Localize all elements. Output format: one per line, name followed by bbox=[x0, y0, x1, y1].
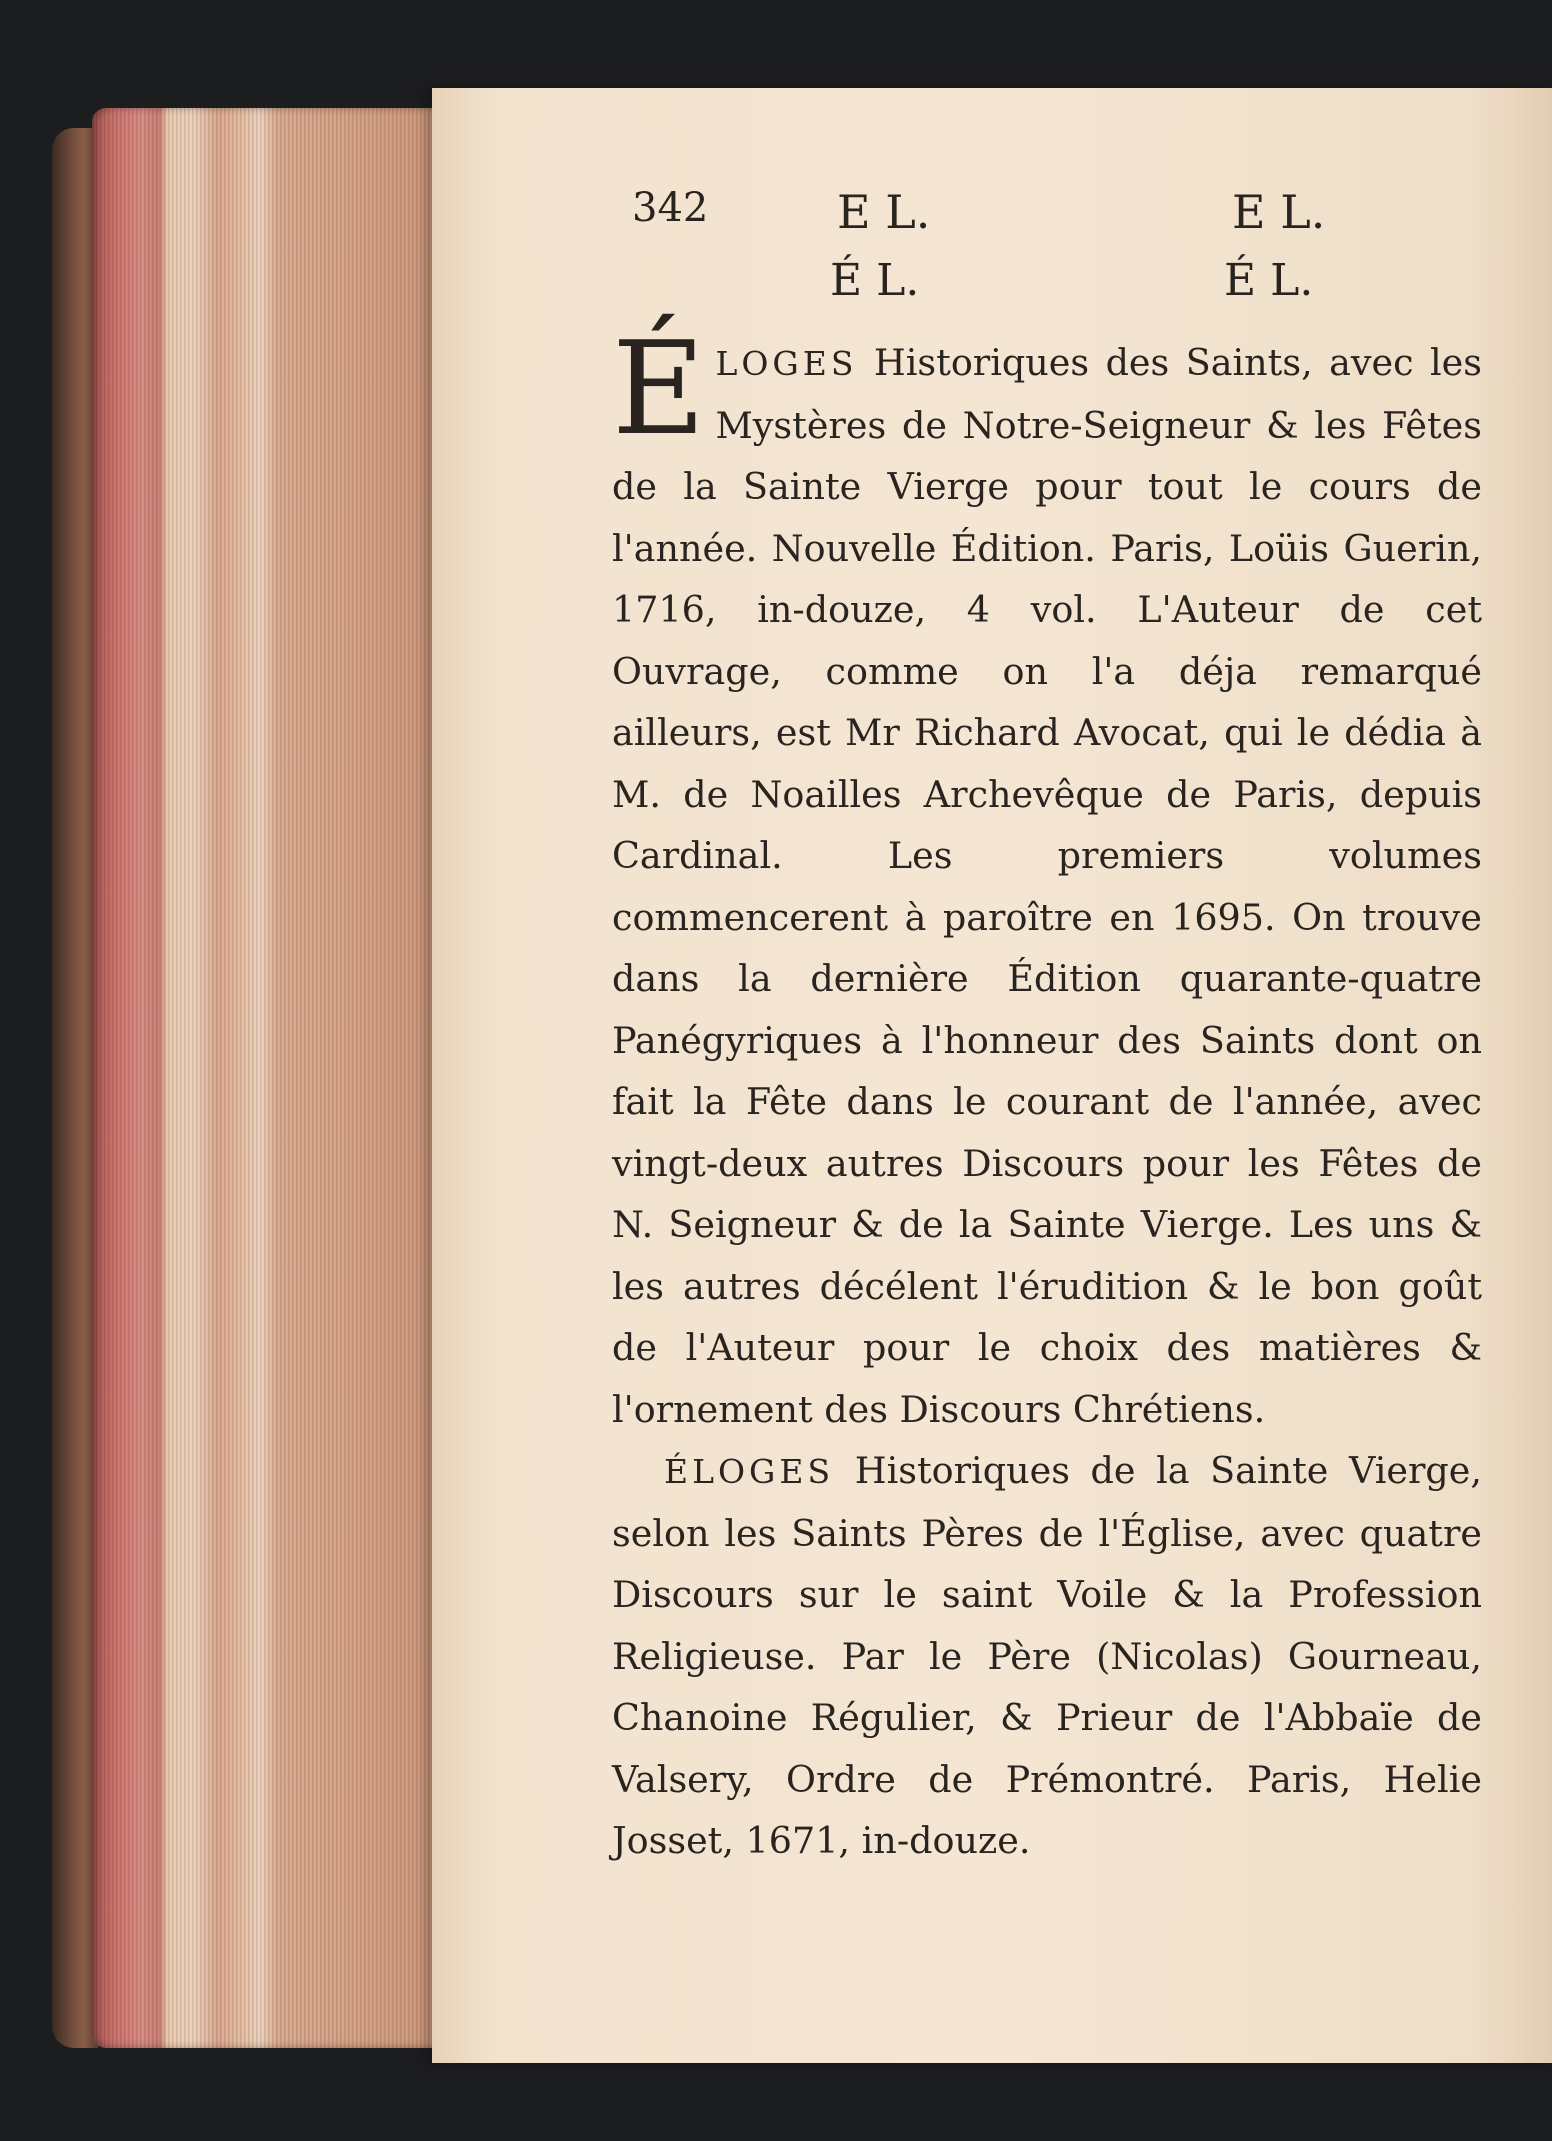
running-head bbox=[612, 185, 1482, 255]
page-text bbox=[612, 185, 1482, 1872]
section-head-right: É L. bbox=[1224, 255, 1314, 306]
entry-text: Historiques des Saints, avec les Mystères de Notre-Seigneur & les Fêtes de la Sainte Vierge pour tout le cours de l'année. Nouvelle Édition. Paris, Loüis Guerin, 1716, in-douze, 4 vol. L'Auteur de cet Ouvrage, comme on l'a déja remarqué ailleurs, est Mr Richard Avocat, qui le dédia à M. de Noailles Archevêque de Paris, depuis Cardinal. Les premiers volumes commencerent à paroître en 1695. On trouve dans la dernière Édition quarante-quatre Panégyriques à l'honneur des Saints dont on fait la Fête dans le courant de l'année, avec vingt-deux autres Discours pour les Fêtes de N. Seigneur & de la Sainte Vierge. Les uns & les autres décélent l'érudition & le bon goût de l'Auteur pour le choix des matières & l'ornement des Discours Chrétiens. bbox=[612, 341, 1482, 1431]
entry-eloges-vierge bbox=[612, 1440, 1482, 1872]
entry-smallcaps: ÉLOGES bbox=[664, 1452, 835, 1491]
section-head bbox=[612, 255, 1482, 330]
entry-smallcaps: LOGES bbox=[715, 344, 858, 383]
entry-text: Historiques de la Sainte Vierge, selon les Saints Pères de l'Église, avec quatre Discours sur le saint Voile & la Profession Religieuse. Par le Père (Nicolas) Gourneau, Chanoine Régulier, & Prieur de l'Abbaïe de Valsery, Ordre de Prémontré. Paris, Helie Josset, 1671, in-douze. bbox=[612, 1449, 1482, 1862]
running-head-left: E L. bbox=[837, 185, 931, 239]
section-head-left: É L. bbox=[830, 255, 920, 306]
page-number: 342 bbox=[632, 185, 709, 231]
entry-eloges-saints bbox=[612, 315, 1482, 1440]
drop-cap: É bbox=[612, 315, 706, 464]
running-head-right: E L. bbox=[1232, 185, 1326, 239]
